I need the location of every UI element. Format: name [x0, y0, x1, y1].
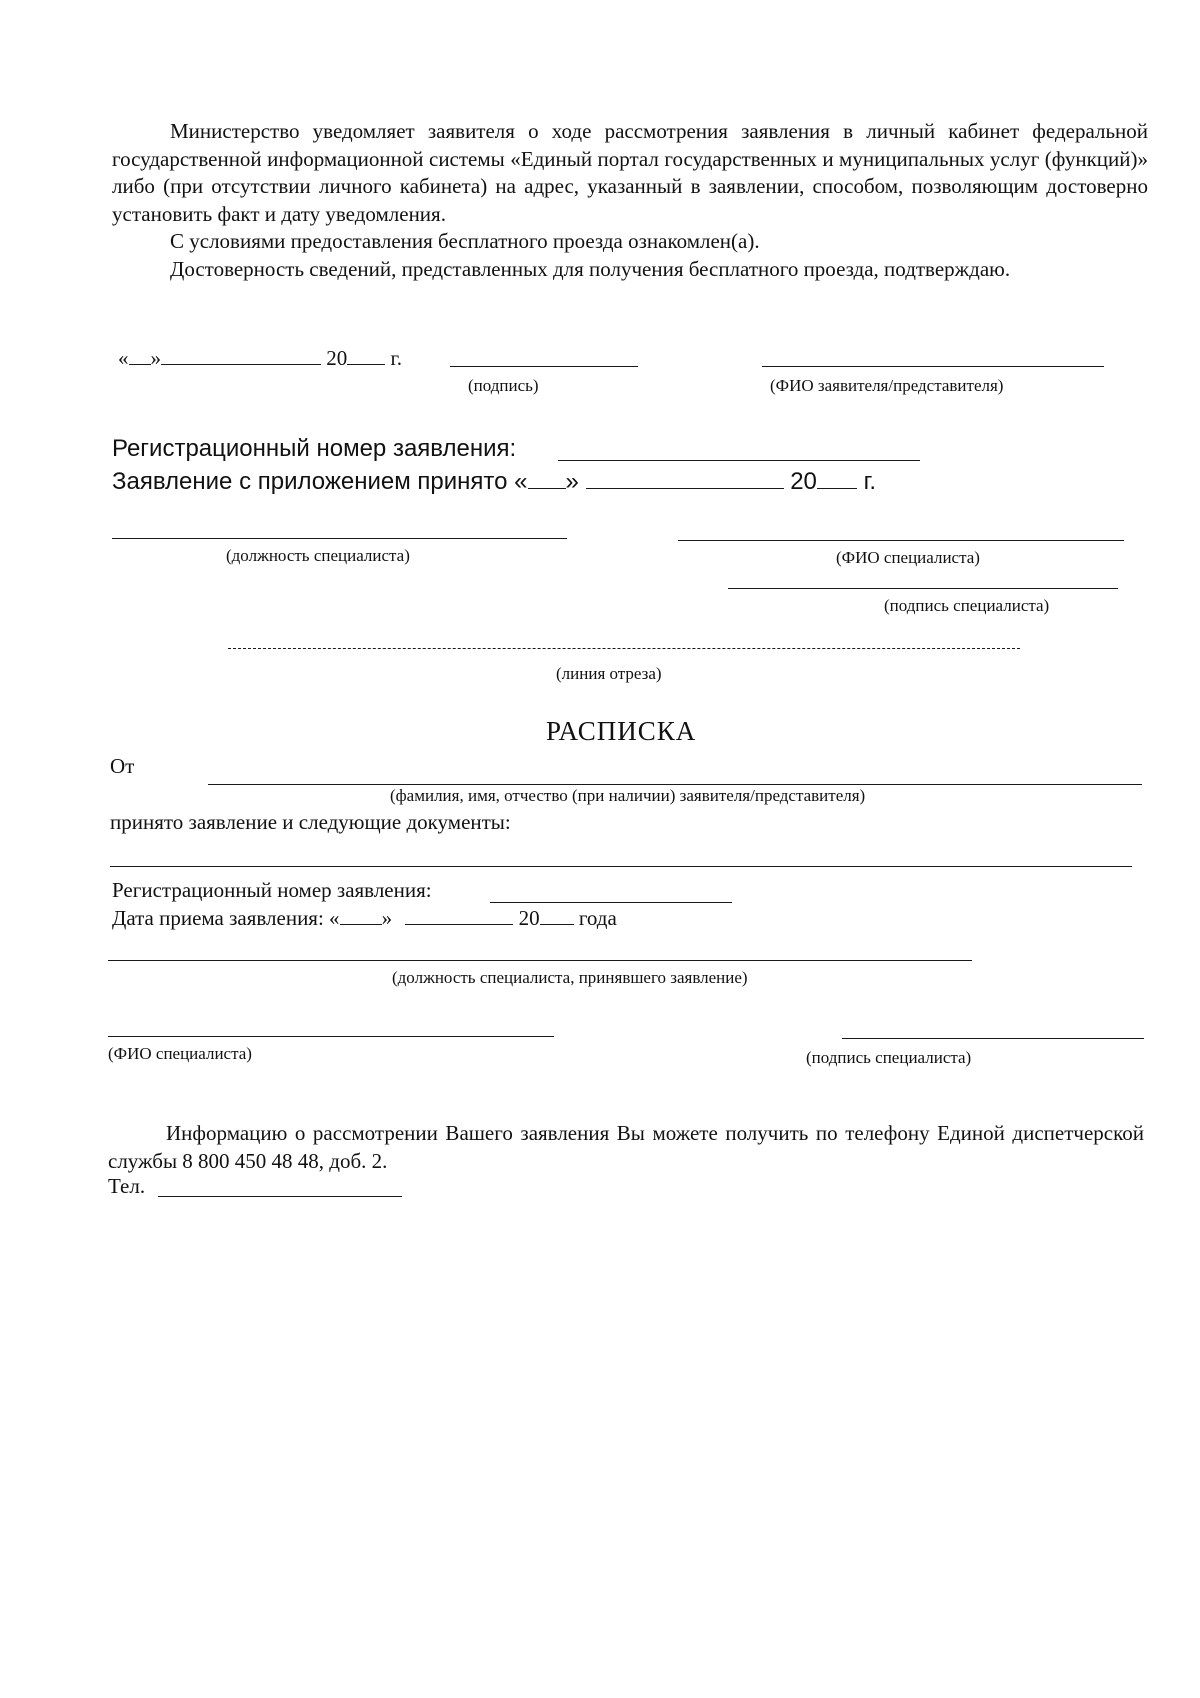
- receipt-fio-caption: (ФИО специалиста): [108, 1044, 252, 1063]
- accepted-date-field: Заявление с приложением принято « » 20 г.: [112, 468, 877, 495]
- cut-line-caption: (линия отреза): [556, 664, 662, 683]
- footer-tel-line[interactable]: [158, 1196, 402, 1197]
- receipt-from-label: От: [110, 754, 135, 778]
- receipt-position-caption: (должность специалиста, принявшего заявление): [392, 968, 748, 987]
- cut-line: [228, 648, 1020, 649]
- statement-paragraph-conditions: С условиями предоставления бесплатного проезда ознакомлен(а).: [170, 229, 760, 253]
- receipt-from-caption: (фамилия, имя, отчество (при наличии) заявителя/представителя): [390, 786, 866, 805]
- specialist-signature-line[interactable]: [728, 588, 1118, 589]
- footer-tel-label: Тел.: [108, 1174, 146, 1198]
- receipt-month-blank[interactable]: [405, 906, 513, 925]
- receipt-date-field: Дата приема заявления: « » 20 года: [112, 906, 617, 930]
- footer-info: [108, 1120, 1144, 1175]
- registration-number-label: Регистрационный номер заявления:: [112, 435, 517, 462]
- receipt-from-line[interactable]: [208, 784, 1142, 785]
- statement-paragraph-confirmation: Достоверность сведений, представленных для получения бесплатного проезда, подтверждаю.: [170, 256, 1011, 281]
- applicant-date-field: « » 20 г.: [118, 346, 402, 370]
- applicant-signature-line[interactable]: [450, 366, 638, 367]
- month-blank[interactable]: [161, 346, 321, 365]
- receipt-title: РАСПИСКА: [546, 716, 697, 746]
- receipt-fio-line[interactable]: [108, 1036, 554, 1037]
- receipt-signature-line[interactable]: [842, 1038, 1144, 1039]
- applicant-signature-caption: (подпись): [468, 376, 539, 395]
- receipt-position-line[interactable]: [108, 960, 972, 961]
- accepted-month-blank[interactable]: [586, 470, 784, 489]
- statement-paragraph-notification: Министерство уведомляет заявителя о ходе рассмотрения заявления в личный кабинет федеральной государственной информационной системы «Единый портал государственных и муниципальных услуг (функций)» либо (при отсутствии личного кабинета) на адрес, указанный в заявлении, способом, позволяющим достоверно установить факт и дату уведомления.: [112, 119, 1148, 226]
- registration-number-line[interactable]: [558, 460, 920, 461]
- day-blank[interactable]: [129, 346, 151, 365]
- receipt-registration-line[interactable]: [490, 902, 732, 903]
- receipt-documents-line[interactable]: [110, 866, 1132, 867]
- specialist-position-caption: (должность специалиста): [226, 546, 410, 565]
- footer-info-text: Информацию о рассмотрении Вашего заявления Вы можете получить по телефону Единой диспетчерской службы 8 800 450 48 48, доб. 2.: [108, 1121, 1144, 1173]
- applicant-fio-line[interactable]: [762, 366, 1104, 367]
- receipt-documents-label: принято заявление и следующие документы:: [110, 810, 511, 834]
- receipt-signature-caption: (подпись специалиста): [806, 1048, 972, 1067]
- receipt-day-blank[interactable]: [340, 906, 382, 925]
- year-blank[interactable]: [347, 346, 385, 365]
- specialist-signature-caption: (подпись специалиста): [884, 596, 1050, 615]
- accepted-day-blank[interactable]: [528, 470, 566, 489]
- accepted-year-blank[interactable]: [817, 470, 857, 489]
- specialist-fio-line[interactable]: [678, 540, 1124, 541]
- receipt-year-blank[interactable]: [540, 906, 574, 925]
- specialist-position-line[interactable]: [112, 538, 567, 539]
- applicant-fio-caption: (ФИО заявителя/представителя): [770, 376, 1004, 395]
- statement-text: [112, 118, 1148, 283]
- receipt-registration-label: Регистрационный номер заявления:: [112, 878, 432, 902]
- specialist-fio-caption: (ФИО специалиста): [836, 548, 980, 567]
